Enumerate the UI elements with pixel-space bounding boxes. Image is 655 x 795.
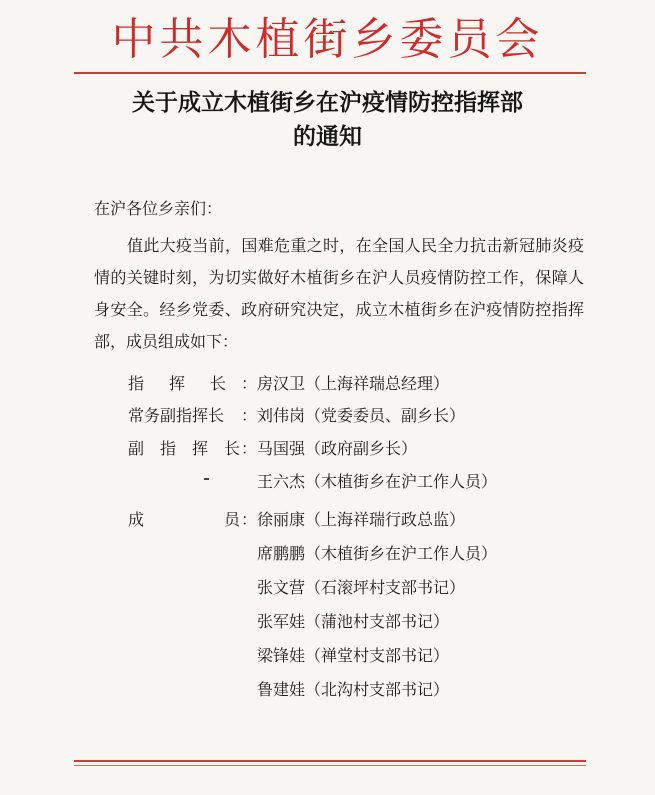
member-name: 房汉卫（上海祥瑞总经理）: [257, 374, 450, 393]
member-name: 马国强（政府副乡长）: [257, 439, 418, 458]
scan-mark: [204, 478, 209, 480]
role-label: [128, 373, 246, 395]
salutation: 在沪各位乡亲们：: [94, 199, 223, 218]
role-colon: ：: [241, 439, 258, 458]
role-text: 副 指 挥 长: [128, 439, 240, 458]
role-label: [128, 509, 246, 531]
role-text: 成 员: [128, 510, 240, 529]
role-colon: ：: [241, 406, 258, 425]
body-paragraph: 值此大疫当前，国难危重之时，在全国人民全力抗击新冠肺炎疫情的关键时刻，为切实做好木植街乡在沪人员疫情防控工作，保障人身安全。经乡党委、政府研究决定，成立木植街乡在沪疫情防控指挥部，成员组成如下：: [94, 236, 584, 351]
role-colon: ：: [241, 374, 258, 393]
notice-title-line-2: 的通知: [293, 124, 362, 150]
footer-divider-thick: [74, 760, 586, 762]
member-name: 徐丽康（上海祥瑞行政总监）: [257, 510, 466, 529]
letterhead-divider: [74, 72, 586, 74]
role-text: 指 挥 长: [128, 374, 226, 393]
member-name: 梁锋娃（禅堂村支部书记）: [257, 646, 450, 665]
member-name: 张军娃（蒲池村支部书记）: [257, 612, 450, 631]
role-label: [128, 438, 246, 460]
member-name: 王六杰（木植街乡在沪工作人员）: [257, 472, 498, 491]
notice-title-line-1: 关于成立木植街乡在沪疫情防控指挥部: [132, 90, 523, 116]
footer-divider-thin: [74, 765, 586, 766]
role-colon: ：: [241, 510, 258, 529]
member-name: 刘伟岗（党委委员、副乡长）: [257, 406, 466, 425]
member-name: 鲁建娃（北沟村支部书记）: [257, 680, 450, 699]
org-letterhead-title: 中共木植街乡委员会: [111, 14, 544, 65]
member-name: 席鹏鹏（木植街乡在沪工作人员）: [257, 544, 498, 563]
role-label: 常务副指挥长: [128, 406, 225, 425]
member-name: 张文营（石滚坪村支部书记）: [257, 578, 466, 597]
notice-title: [0, 86, 655, 154]
